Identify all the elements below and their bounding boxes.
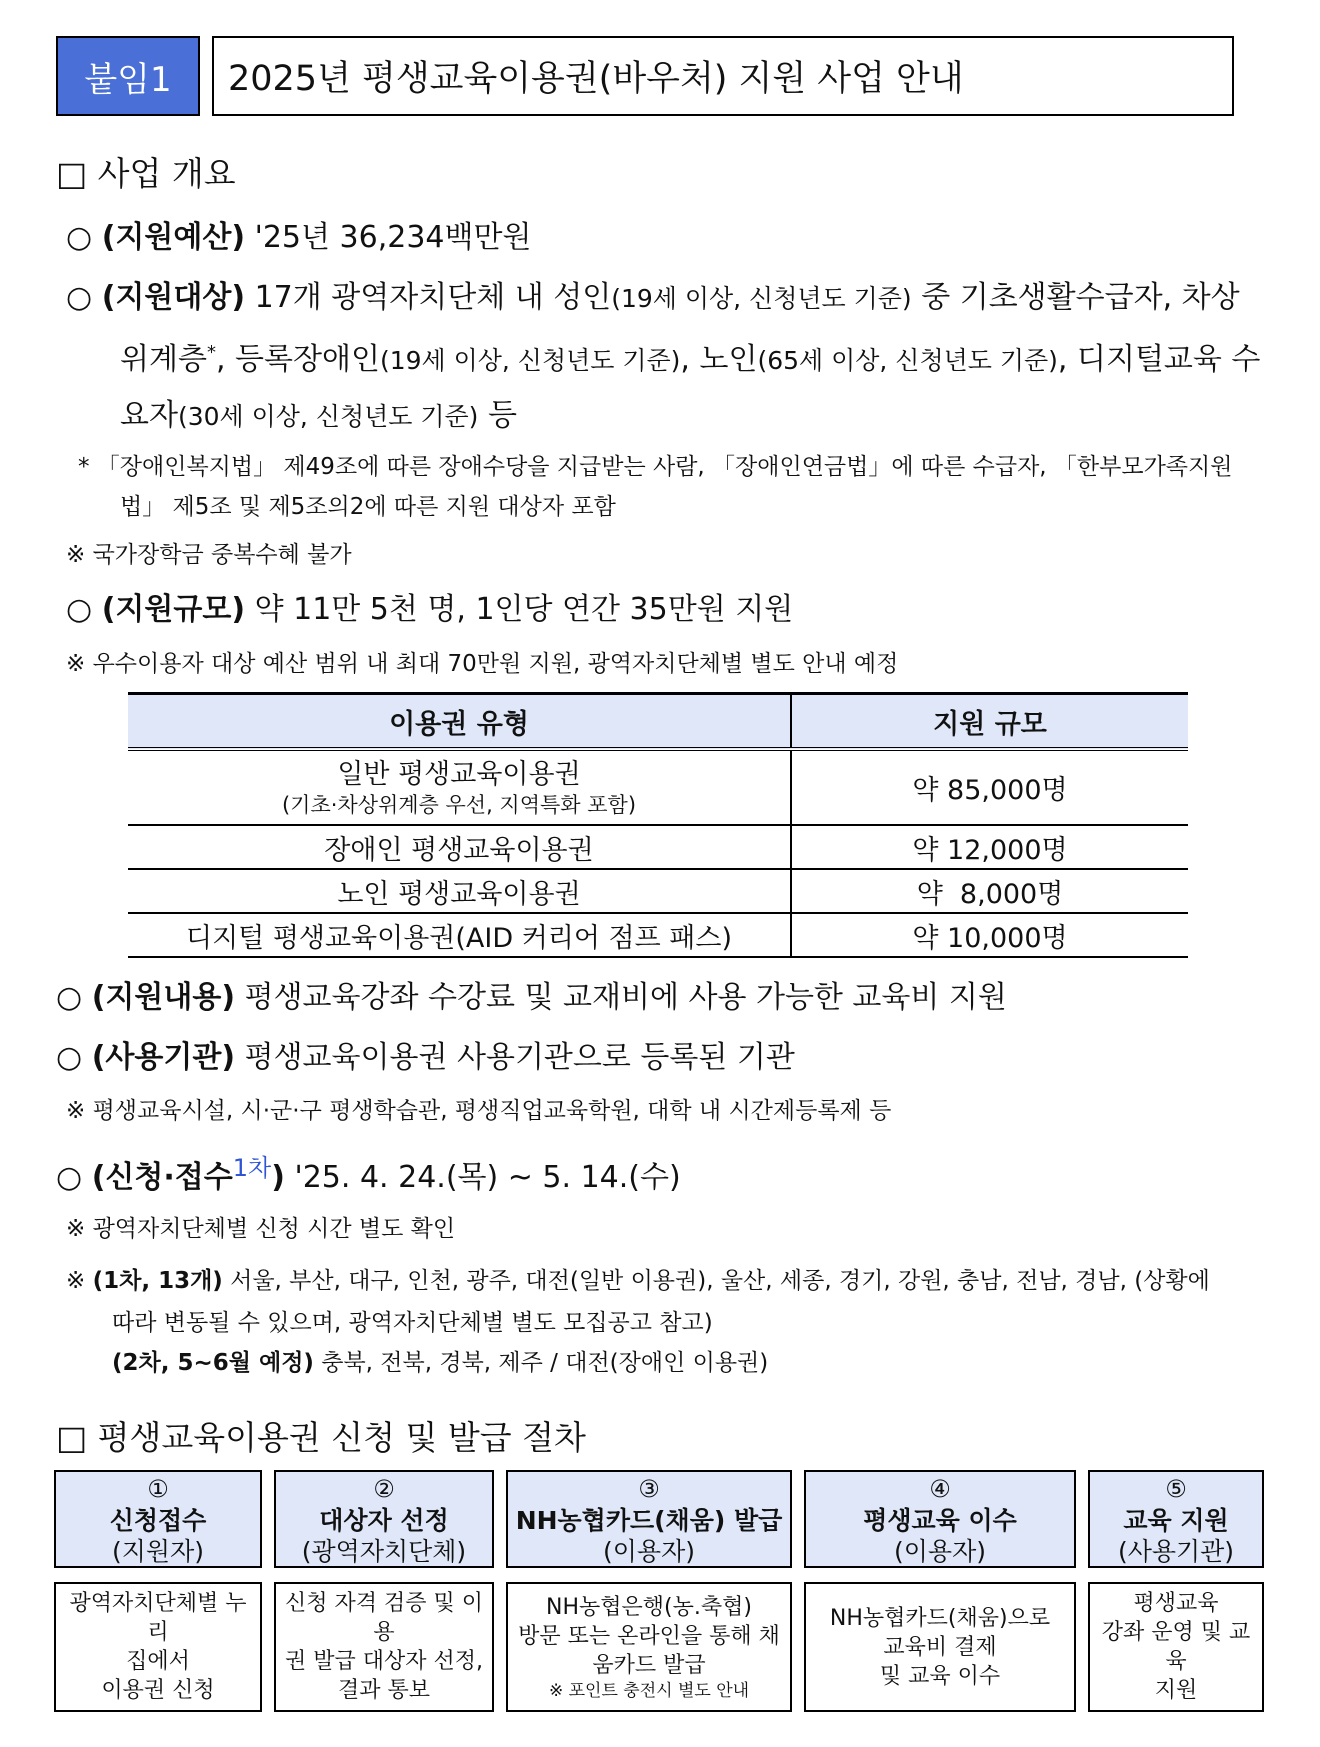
desc-line: 권 발급 대상자 선정, [285,1649,483,1674]
scale-note: ※ 우수이용자 대상 예산 범위 내 최대 70만원 지원, 광역자치단체별 별도 안내 예정 [66,651,899,677]
step-4-box [804,1470,1076,1568]
content-text: 평생교육강좌 수강료 및 교재비에 사용 가능한 교육비 지원 [235,980,1007,1015]
application-note-1: ※ 광역자치단체별 신청 시간 별도 확인 [66,1216,456,1242]
step-actor: (지원자) [112,1537,204,1566]
table-cell-count: 약 12,000명 [791,825,1188,869]
table-cell-type: 노인 평생교육이용권 [128,869,791,913]
institution-text: 평생교육이용권 사용기관으로 등록된 기관 [235,1040,795,1075]
step-actor: (이용자) [894,1537,986,1566]
table-header-row [128,694,1188,750]
step-number: ④ [929,1475,951,1503]
target-text-2d: , 노인 [680,342,758,377]
section-heading-procedure: □ 평생교육이용권 신청 및 발급 절차 [56,1418,586,1457]
second-round-regions: 충북, 전북, 경북, 제주 / 대전(장애인 이용권) [313,1350,769,1376]
target-text-3c: 등 [478,398,517,433]
note-mark: ※ [66,1268,93,1294]
step-actor: (광역자치단체) [301,1537,467,1566]
institution-label: (사용기관) [91,1040,236,1075]
row-type-text: 일반 평생교육이용권 [337,758,581,790]
desc-line: 및 교육 이수 [879,1663,1001,1689]
desc-line: NH농협카드(채움)으로 [829,1605,1051,1631]
desc-line: 강좌 운영 및 교육 [1101,1620,1251,1674]
attachment-badge: 붙임1 [56,36,200,116]
target-text-2c: (19세 이상, 신청년도 기준) [379,346,681,375]
application-label [91,1154,285,1195]
target-text-1c: 중 기초생활수급자, 차상 [911,280,1240,315]
budget-text: '25년 36,234백만원 [245,220,532,255]
application-item: ○ (신청·접수$^{1차}$) '25. 4. 24.(목) ~ 5. 14.(수) [56,1154,681,1195]
step-number: ⑤ [1165,1475,1187,1503]
desc-line: NH농협은행(농.축협) [546,1594,752,1620]
step-name: 대상자 선정 [319,1506,449,1535]
target-text-2f: , 디지털교육 수 [1057,342,1261,377]
desc-line: 교육비 결제 [883,1634,997,1660]
target-footnote-line2: 법」 제5조 및 제5조의2에 따른 지원 대상자 포함 [120,494,616,520]
target-footnote-mark: * [206,342,216,363]
table-cell-type [128,749,791,825]
scale-label: (지원규모) [101,592,246,627]
step-number: ③ [638,1475,660,1503]
target-item-line2 [120,334,1260,378]
step-4-description [804,1582,1076,1712]
table-cell-type: 디지털 평생교육이용권(AID 커리어 점프 패스) [128,913,791,957]
step-5-box [1088,1470,1264,1568]
step-name: 평생교육 이수 [863,1506,1017,1535]
page-title [212,36,1234,116]
application-note-2-line1 [66,1262,1210,1295]
table-row [128,869,1188,913]
target-label: (지원대상) [101,280,246,315]
desc-line: 움카드 발급 [592,1652,706,1678]
desc-line: 방문 또는 온라인을 통해 채 [518,1623,780,1649]
desc-line: 집에서 [126,1649,190,1674]
page-title-text: 2025년 평생교육이용권(바우처) 지원 사업 안내 [228,59,964,99]
table-row [128,825,1188,869]
desc-line: 광역자치단체별 누리 [69,1591,247,1645]
step-3-description [506,1582,792,1712]
step-number: ① [147,1475,169,1503]
application-note-3 [112,1344,768,1377]
step-3-box [506,1470,792,1568]
step-name: NH농협카드(채움) 발급 [515,1506,783,1535]
target-text-3b: (30세 이상, 신청년도 기준) [177,402,479,431]
scholarship-note: ※ 국가장학금 중복수혜 불가 [66,542,352,568]
institution-item: ○ (사용기관) 평생교육이용권 사용기관으로 등록된 기관 [56,1040,795,1075]
table-cell-count: 약 8,000명 [791,869,1188,913]
first-round-regions: 서울, 부산, 대구, 인천, 광주, 대전(일반 이용권), 울산, 세종, 경기, 강원, 충남, 전남, 경남, (상황에 [222,1268,1210,1294]
target-item-line3 [120,390,517,434]
budget-item: ○ (지원예산) '25년 36,234백만원 [66,220,532,255]
target-footnote-line1: * 「장애인복지법」 제49조에 따른 장애수당을 지급받는 사람, 「장애인연금법」에 따른 수급자, 「한부모가족지원 [78,454,1233,480]
scale-item: ○ (지원규모) 약 11만 5천 명, 1인당 연간 35만원 지원 [66,592,794,627]
table-cell-type: 장애인 평생교육이용권 [128,825,791,869]
step-1-box [54,1470,262,1568]
step-number: ② [373,1475,395,1503]
content-item: ○ (지원내용) 평생교육강좌 수강료 및 교재비에 사용 가능한 교육비 지원 [56,980,1007,1015]
application-label-text: (신청·접수 [91,1160,233,1195]
table-header-type: 이용권 유형 [128,694,791,750]
second-round-label: (2차, 5~6월 예정) [112,1350,314,1376]
application-text: '25. 4. 24.(목) ~ 5. 14.(수) [284,1160,681,1195]
desc-line: 신청 자격 검증 및 이용 [285,1591,483,1645]
target-text-2e: (65세 이상, 신청년도 기준) [757,346,1058,375]
desc-line: 평생교육 [1133,1591,1219,1616]
desc-line: 결과 통보 [337,1678,430,1703]
desc-line: 이용권 신청 [101,1678,215,1703]
table-row [128,913,1188,957]
target-item-line1: ○ (지원대상) 17개 광역자치단체 내 성인(19세 이상, 신청년도 기준) 중 기초생활수급자, 차상 [66,280,1240,315]
step-1-description [54,1582,262,1712]
step-5-description [1088,1582,1264,1712]
first-round-label: (1차, 13개) [92,1268,223,1294]
desc-note: ※ 포인트 충전시 별도 안내 [548,1680,750,1701]
step-actor: (이용자) [603,1537,695,1566]
application-round-sup: 1차 [232,1154,272,1182]
application-note-2-line2: 따라 변동될 수 있으며, 광역자치단체별 별도 모집공고 참고) [112,1310,713,1336]
desc-line: 지원 [1154,1678,1198,1703]
target-text-1a: 17개 광역자치단체 내 성인 [245,280,612,315]
step-2-box [274,1470,494,1568]
row-sub-text: (기초·차상위계층 우선, 지역특화 포함) [281,792,637,817]
institution-note: ※ 평생교육시설, 시·군·구 평생학습관, 평생직업교육학원, 대학 내 시간제등록제 등 [66,1098,892,1124]
table-header-scale: 지원 규모 [791,694,1188,750]
content-label: (지원내용) [91,980,236,1015]
table-cell-count: 약 85,000명 [791,749,1188,825]
step-2-description [274,1582,494,1712]
scale-text: 약 11만 5천 명, 1인당 연간 35만원 지원 [245,592,794,627]
table-cell-count: 약 10,000명 [791,913,1188,957]
target-text-1b: (19세 이상, 신청년도 기준) [611,284,912,313]
step-name: 신청접수 [109,1506,207,1535]
target-text-2b: , 등록장애인 [215,342,380,377]
step-name: 교육 지원 [1123,1506,1229,1535]
application-label-end: ) [271,1160,285,1195]
target-text-2a: 위계층 [120,342,207,377]
section-heading-overview: □ 사업 개요 [56,154,236,193]
budget-label: (지원예산) [101,220,246,255]
step-actor: (사용기관) [1117,1537,1235,1566]
target-text-3a: 요자 [120,398,178,433]
voucher-allocation-table [128,692,1188,958]
table-row [128,749,1188,825]
